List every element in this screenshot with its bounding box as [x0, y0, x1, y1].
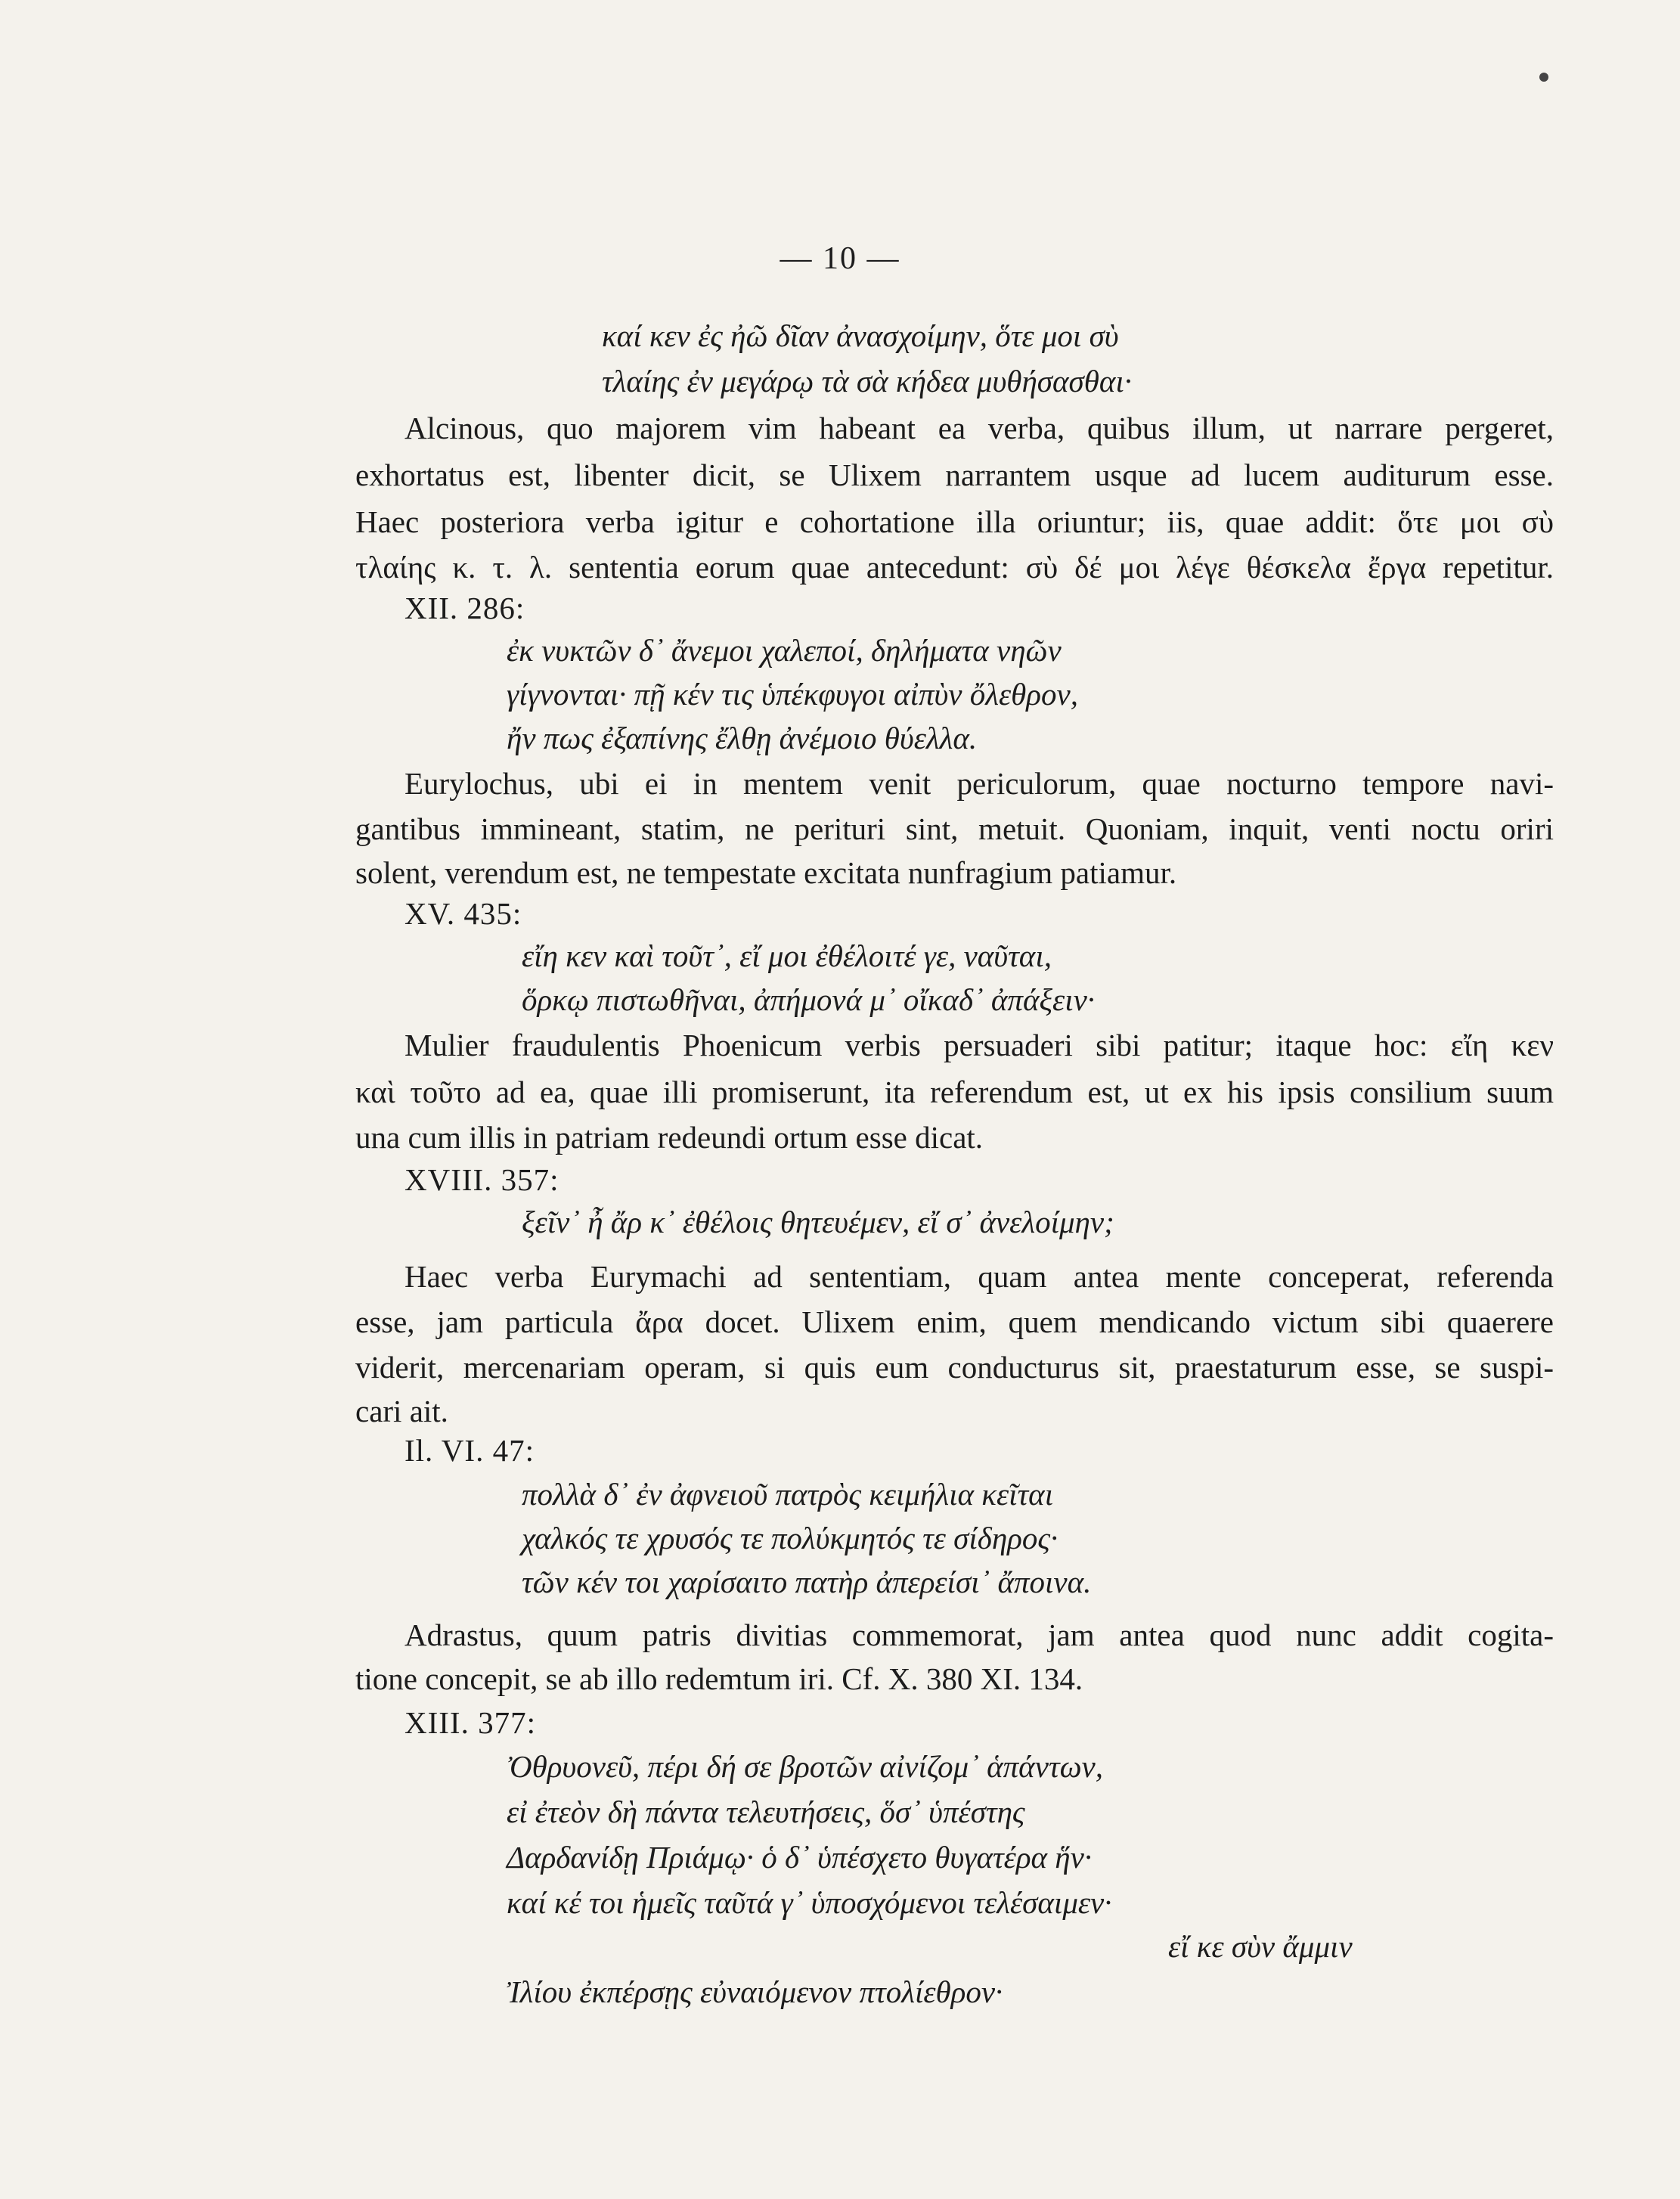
greek-verse-line: καί κέ τοι ἡμεῖς ταῦτά γ᾽ ὑποσχόμενοι τελέσαιμεν· [507, 1885, 1112, 1920]
commentary-line: Mulier fraudulentis Phoenicum verbis persuaderi sibi patitur; itaque hoc: εἴη κεν [405, 1028, 1554, 1062]
greek-verse-line: τῶν κέν τοι χαρίσαιτο πατὴρ ἀπερείσι᾽ ἄποινα. [522, 1565, 1092, 1599]
commentary-line: esse, jam particula ἄρα docet. Ulixem enim, quem mendicando victum sibi quaerere [355, 1304, 1554, 1339]
greek-verse-line: καί κεν ἐς ἠῶ δῖαν ἀνασχοίμην, ὅτε μοι σὺ [602, 318, 1119, 353]
commentary-line: Eurylochus, ubi ei in mentem venit periculorum, quae nocturno tempore navi- [405, 766, 1554, 801]
commentary-line: solent, verendum est, ne tempestate excitata nunfragium patiamur. [355, 855, 1177, 890]
page-number: — 10 — [780, 241, 900, 276]
commentary-line: Haec posteriora verba igitur e cohortatione illa oriuntur; iis, quae addit: ὅτε μοι σὺ [355, 504, 1554, 539]
greek-verse-line: ὅρκῳ πιστωθῆναι, ἀπήμονά μ᾽ οἴκαδ᾽ ἀπάξειν· [522, 982, 1096, 1017]
commentary-line: Haec verba Eurymachi ad sententiam, quam antea mente conceperat, referenda [405, 1259, 1554, 1294]
commentary-line: viderit, mercenariam operam, si quis eum conducturus sit, praestaturum esse, se suspi- [355, 1350, 1554, 1385]
commentary-line: una cum illis in patriam redeundi ortum esse dicat. [355, 1120, 984, 1155]
greek-verse-line: τλαίης ἐν μεγάρῳ τὰ σὰ κήδεα μυθήσασθαι· [602, 364, 1133, 399]
greek-verse-line: ἤν πως ἐξαπίνης ἔλθῃ ἀνέμοιο θύελλα. [507, 721, 978, 755]
verse-reference: XIII. 377: [405, 1705, 536, 1740]
greek-verse-line: Ὀθρυονεῦ, πέρι δή σε βροτῶν αἰνίζομ᾽ ἁπάντων, [507, 1749, 1103, 1784]
greek-verse-line: γίγνονται· πῇ κέν τις ὑπέκφυγοι αἰπὺν ὄλεθρον, [507, 677, 1078, 712]
commentary-line: Adrastus, quum patris divitias commemorat, jam antea quod nunc addit cogita- [405, 1617, 1554, 1652]
commentary-line: exhortatus est, libenter dicit, se Ulixem narrantem usque ad lucem auditurum esse. [355, 457, 1554, 492]
greek-verse-line: εἴη κεν καὶ τοῦτ᾽, εἴ μοι ἐθέλοιτέ γε, ναῦται, [522, 938, 1052, 973]
commentary-line: tione concepit, se ab illo redemtum iri. Cf. X. 380 XI. 134. [355, 1661, 1083, 1696]
verse-reference: XV. 435: [405, 896, 522, 931]
greek-verse-line: εἰ ἐτεὸν δὴ πάντα τελευτήσεις, ὅσ᾽ ὑπέστης [507, 1794, 1025, 1829]
greek-verse-line: ἐκ νυκτῶν δ᾽ ἄνεμοι χαλεποί, δηλήματα νηῶν [507, 633, 1062, 668]
ink-speck [1539, 73, 1548, 82]
commentary-line: Alcinous, quo majorem vim habeant ea verba, quibus illum, ut narrare pergeret, [405, 411, 1554, 445]
greek-verse-line: χαλκός τε χρυσός τε πολύκμητός τε σίδηρος· [522, 1521, 1059, 1555]
greek-verse-line: ξεῖν᾽ ἦ ἄρ κ᾽ ἐθέλοις θητευέμεν, εἴ σ᾽ ἀνελοίμην; [522, 1205, 1114, 1239]
greek-verse-line: Ἰλίου ἐκπέρσῃς εὐναιόμενον πτολίεθρον· [507, 1974, 1003, 2009]
commentary-line: καὶ τοῦτο ad ea, quae illi promiserunt, ita referendum est, ut ex his ipsis consilium suum [355, 1075, 1554, 1109]
verse-reference: XVIII. 357: [405, 1162, 559, 1197]
commentary-line: cari ait. [355, 1394, 448, 1428]
verse-reference: XII. 286: [405, 591, 525, 625]
greek-verse-line: πολλὰ δ᾽ ἐν ἀφνειοῦ πατρὸς κειμήλια κεῖται [522, 1477, 1054, 1512]
commentary-line: τλαίης κ. τ. λ. sententia eorum quae antecedunt: σὺ δέ μοι λέγε θέσκελα ἔργα repetitur. [355, 550, 1554, 585]
greek-verse-line: εἴ κε σὺν ἄμμιν [1168, 1929, 1353, 1964]
greek-verse-line: Δαρδανίδῃ Πριάμῳ· ὁ δ᾽ ὑπέσχετο θυγατέρα ἥν· [507, 1840, 1093, 1875]
commentary-line: gantibus immineant, statim, ne perituri sint, metuit. Quoniam, inquit, venti noctu oriri [355, 811, 1554, 846]
verse-reference: Il. VI. 47: [405, 1433, 535, 1468]
